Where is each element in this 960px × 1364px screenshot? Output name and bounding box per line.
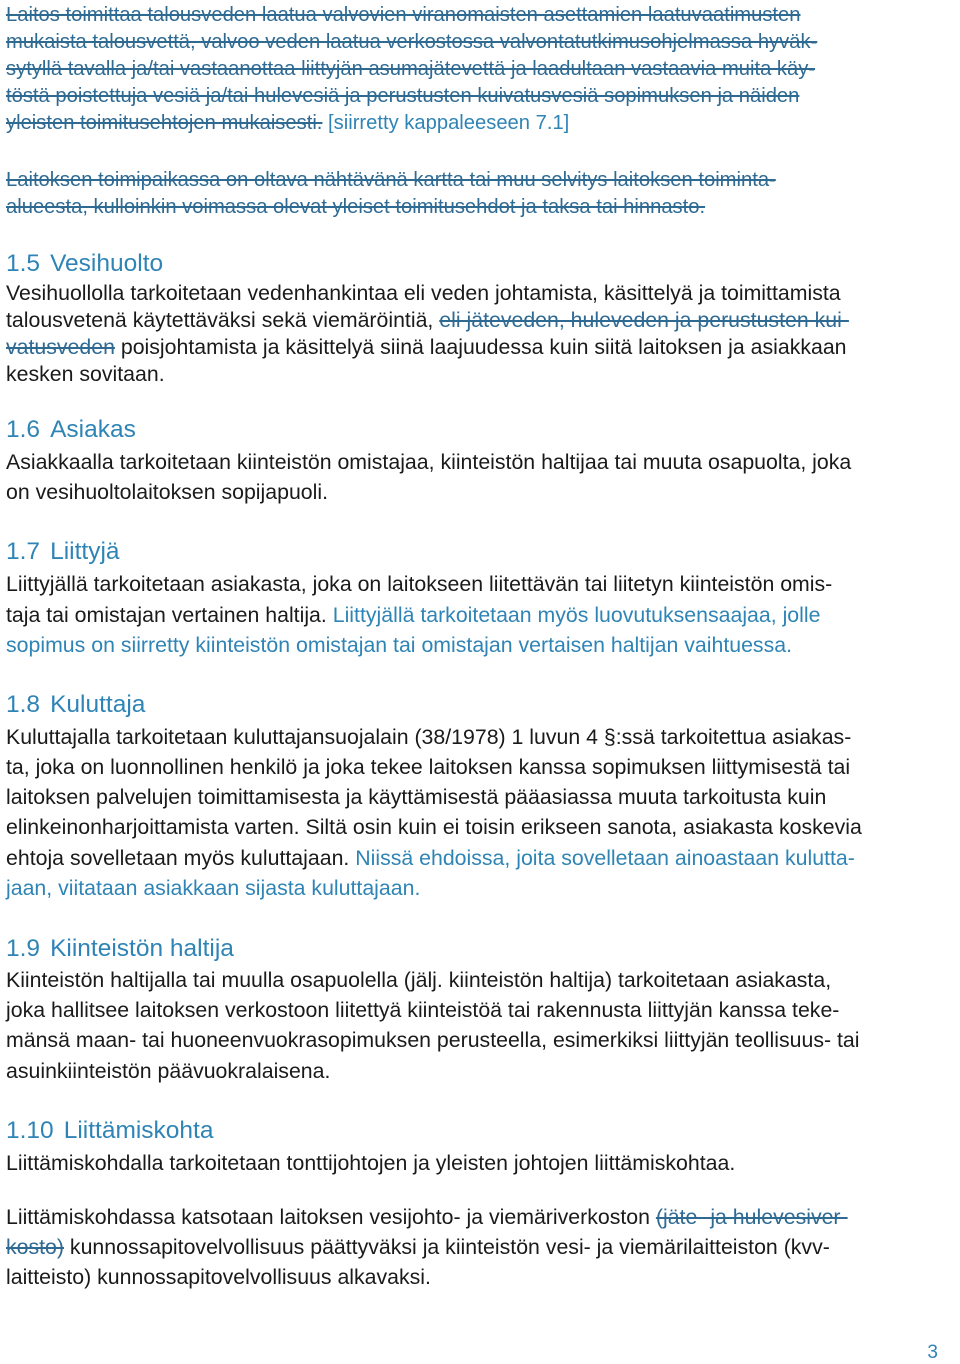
body-text: ehtoja sovelletaan myös kuluttajaan. xyxy=(6,846,356,870)
s110-p2-line-1 xyxy=(6,1202,848,1232)
section-number: 1.5 xyxy=(6,250,41,277)
section-number: 1.7 xyxy=(6,538,41,565)
s15-line-1 xyxy=(6,278,841,308)
s18-line-6 xyxy=(6,873,420,903)
deleted-text: yleisten toimitusehtojen mukaisesti. xyxy=(6,112,323,134)
s15-line-4 xyxy=(6,359,165,389)
deleted-text: Laitoksen toimipaikassa on oltava nähtävänä kartta tai muu selvitys laitoksen toiminta- xyxy=(6,169,776,191)
intro-line-2 xyxy=(6,29,817,56)
section-heading-1-10 xyxy=(6,1116,213,1146)
deleted-text: (jäte- ja hulevesiver- xyxy=(655,1205,848,1229)
intro2-line-1 xyxy=(6,167,776,194)
deleted-text: mukaista talousvettä, valvoo veden laatua verkostossa valvontatutkimusohjelmassa hyväk- xyxy=(6,31,818,53)
body-text: asuinkiinteistön päävuokralaisena. xyxy=(6,1059,331,1083)
body-text: Kiinteistön haltijalla tai muulla osapuolella (jälj. kiinteistön haltija) tarkoitetaan asiakasta, xyxy=(6,968,832,992)
body-text: elinkeinonharjoittamista varten. Siltä osin kuin ei toisin erikseen sanota, asiakasta koskevia xyxy=(6,815,862,839)
s16-line-1 xyxy=(6,447,851,477)
body-text: Kuluttajalla tarkoitetaan kuluttajansuojalain (38/1978) 1 luvun 4 §:ssä tarkoitettua asiakas- xyxy=(6,725,852,749)
intro-line-4 xyxy=(6,83,799,110)
s19-line-4 xyxy=(6,1056,330,1086)
deleted-text: töstä poistettuja vesiä ja/tai hulevesiä ja perustusten kuivatusvesiä sopimuksen ja näiden xyxy=(6,85,800,107)
section-heading-1-5 xyxy=(6,249,163,279)
body-text: on vesihuoltolaitoksen sopijapuoli. xyxy=(6,480,329,504)
body-text: Liittämiskohdalla tarkoitetaan tonttijohtojen ja yleisten johtojen liittämiskohtaa. xyxy=(6,1151,736,1175)
deleted-text: sytyllä tavalla ja/tai vastaanottaa liittyjän asumajätevettä ja laadultaan vastaavia muita käy- xyxy=(6,58,816,80)
body-text: Liittämiskohdassa katsotaan laitoksen vesijohto- ja viemäriverkoston xyxy=(6,1205,656,1229)
s18-line-3 xyxy=(6,782,826,812)
s18-line-1 xyxy=(6,722,851,752)
section-title: Kuluttaja xyxy=(50,691,146,718)
body-text: taja tai omistajan vertainen haltija. xyxy=(6,603,333,627)
section-number: 1.6 xyxy=(6,416,41,443)
body-text: poisjohtamista ja käsittelyä siinä laajuudessa kuin siitä laitoksen ja asiakkaan xyxy=(114,335,847,359)
s110-p2-line-2 xyxy=(6,1232,830,1262)
intro-line-5 xyxy=(6,110,569,137)
s17-line-3 xyxy=(6,630,792,660)
inserted-text: Niissä ehdoissa, joita sovelletaan ainoastaan kulutta- xyxy=(355,846,855,870)
body-text: laitteisto) kunnossapitovelvollisuus alkavaksi. xyxy=(6,1265,431,1289)
section-title: Liittyjä xyxy=(50,538,120,565)
body-text: laitoksen palvelujen toimittamisesta ja käyttämisestä pääasiassa muuta tarkoitusta kuin xyxy=(6,785,827,809)
deleted-text: kosto) xyxy=(6,1235,64,1259)
s15-line-2 xyxy=(6,305,849,335)
s17-line-1 xyxy=(6,569,832,599)
body-text: Vesihuollolla tarkoitetaan vedenhankintaa eli veden johtamista, käsittelyä ja toimittamista xyxy=(6,281,841,305)
section-number: 1.9 xyxy=(6,935,41,962)
s110-p2-line-3 xyxy=(6,1262,431,1292)
section-title: Vesihuolto xyxy=(50,250,164,277)
s18-line-4 xyxy=(6,812,862,842)
s17-line-2 xyxy=(6,600,820,630)
s18-line-2 xyxy=(6,752,850,782)
deleted-text: Laitos toimittaa talousveden laatua valvovien viranomaisten asettamien laatuvaatimusten xyxy=(6,4,801,26)
body-text: joka hallitsee laitoksen verkostoon liitettyä kiinteistöä tai rakennusta liittyjän kanssa teke- xyxy=(6,998,840,1022)
body-text: talousvetenä käytettäväksi sekä viemäröintiä, xyxy=(6,308,440,332)
page-number: 3 xyxy=(927,1342,938,1363)
deleted-text: eli jäteveden, huleveden ja perustusten kui- xyxy=(439,308,849,332)
section-title: Kiinteistön haltija xyxy=(50,935,234,962)
section-heading-1-9 xyxy=(6,934,234,964)
s16-line-2 xyxy=(6,477,328,507)
body-text: kesken sovitaan. xyxy=(6,362,165,386)
intro-line-3 xyxy=(6,56,815,83)
body-text: Liittyjällä tarkoitetaan asiakasta, joka on laitokseen liitettävän tai liitetyn kiinteistön omis- xyxy=(6,572,833,596)
s19-line-3 xyxy=(6,1025,859,1055)
deleted-text: alueesta, kulloinkin voimassa olevat yleiset toimitusehdot ja taksa tai hinnasto. xyxy=(6,196,706,218)
s18-line-5 xyxy=(6,843,855,873)
inserted-text: Liittyjällä tarkoitetaan myös luovutuksensaajaa, jolle xyxy=(332,603,821,627)
deleted-text: vatusveden xyxy=(6,335,115,359)
s19-line-1 xyxy=(6,965,831,995)
section-heading-1-8 xyxy=(6,690,145,720)
section-number: 1.8 xyxy=(6,691,41,718)
section-title: Liittämiskohta xyxy=(63,1117,214,1144)
inserted-text: sopimus on siirretty kiinteistön omistajan tai omistajan vertaisen haltijan vaihtuessa. xyxy=(6,633,792,657)
s110-paragraph-1 xyxy=(6,1148,735,1178)
section-heading-1-7 xyxy=(6,537,120,567)
section-title: Asiakas xyxy=(50,416,136,443)
s19-line-2 xyxy=(6,995,839,1025)
body-text: ta, joka on luonnollinen henkilö ja joka tekee laitoksen kanssa sopimuksen liittymisestä tai xyxy=(6,755,851,779)
body-text: mänsä maan- tai huoneenvuokrasopimuksen perusteella, esimerkiksi liittyjän teollisuus- tai xyxy=(6,1028,860,1052)
body-text: kunnossapitovelvollisuus päättyväksi ja kiinteistön vesi- ja viemärilaitteiston (kvv- xyxy=(64,1235,830,1259)
section-number: 1.10 xyxy=(6,1117,54,1144)
body-text: Asiakkaalla tarkoitetaan kiinteistön omistajaa, kiinteistön haltijaa tai muuta osapuolta, joka xyxy=(6,450,852,474)
moved-note: [siirretty kappaleeseen 7.1] xyxy=(328,112,570,134)
section-heading-1-6 xyxy=(6,415,136,445)
intro-line-1 xyxy=(6,2,801,29)
s15-line-3 xyxy=(6,332,847,362)
inserted-text: jaan, viitataan asiakkaan sijasta kuluttajaan. xyxy=(6,876,421,900)
intro2-line-2 xyxy=(6,194,705,221)
